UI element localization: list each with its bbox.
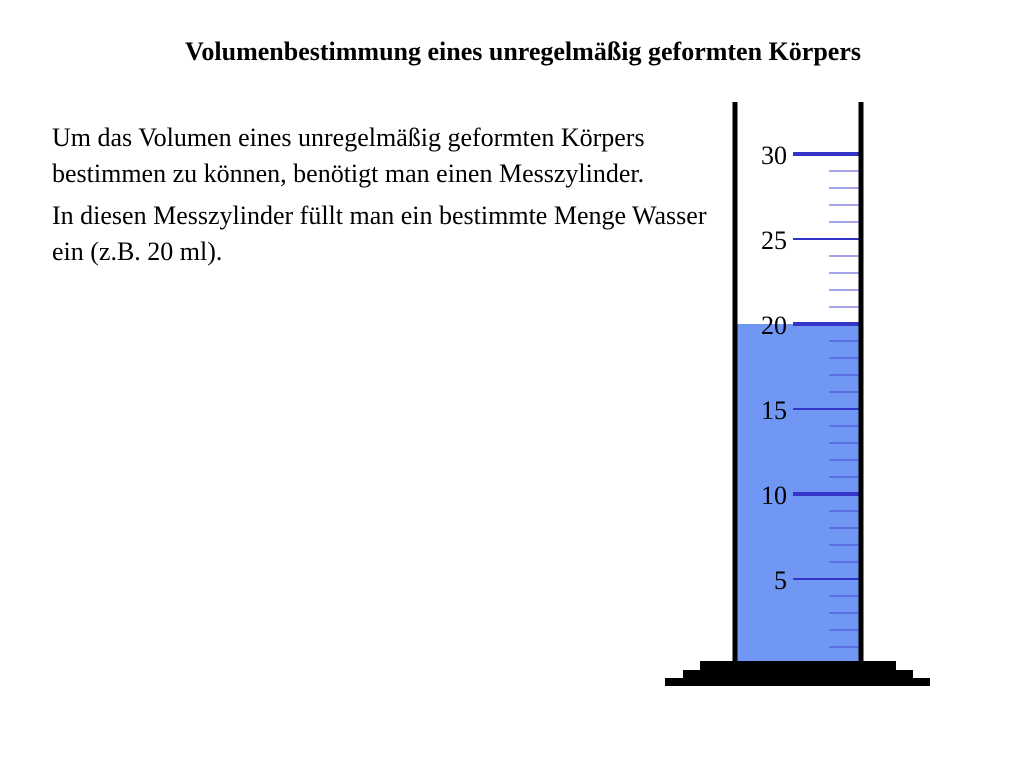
scale-label-5: 5 [774, 566, 787, 595]
scale-label-30: 30 [761, 141, 787, 170]
cylinder-base-step-3 [665, 678, 930, 686]
cylinder-base-step-1 [700, 661, 896, 670]
scale-label-15: 15 [761, 396, 787, 425]
scale-label-20: 20 [761, 311, 787, 340]
paragraph-intro: Um das Volumen eines unregelmäßig geformten Körpers bestimmen zu können, benötigt man einen Messzylinder. [52, 123, 645, 188]
cylinder-base-step-2 [683, 670, 913, 678]
slide-title: Volumenbestimmung eines unregelmäßig geformten Körpers [185, 37, 861, 66]
scale-label-25: 25 [761, 226, 787, 255]
scale-label-10: 10 [761, 481, 787, 510]
paragraph-water: In diesen Messzylinder füllt man ein bestimmte Menge Wasser ein (z.B. 20 ml). [52, 201, 707, 266]
